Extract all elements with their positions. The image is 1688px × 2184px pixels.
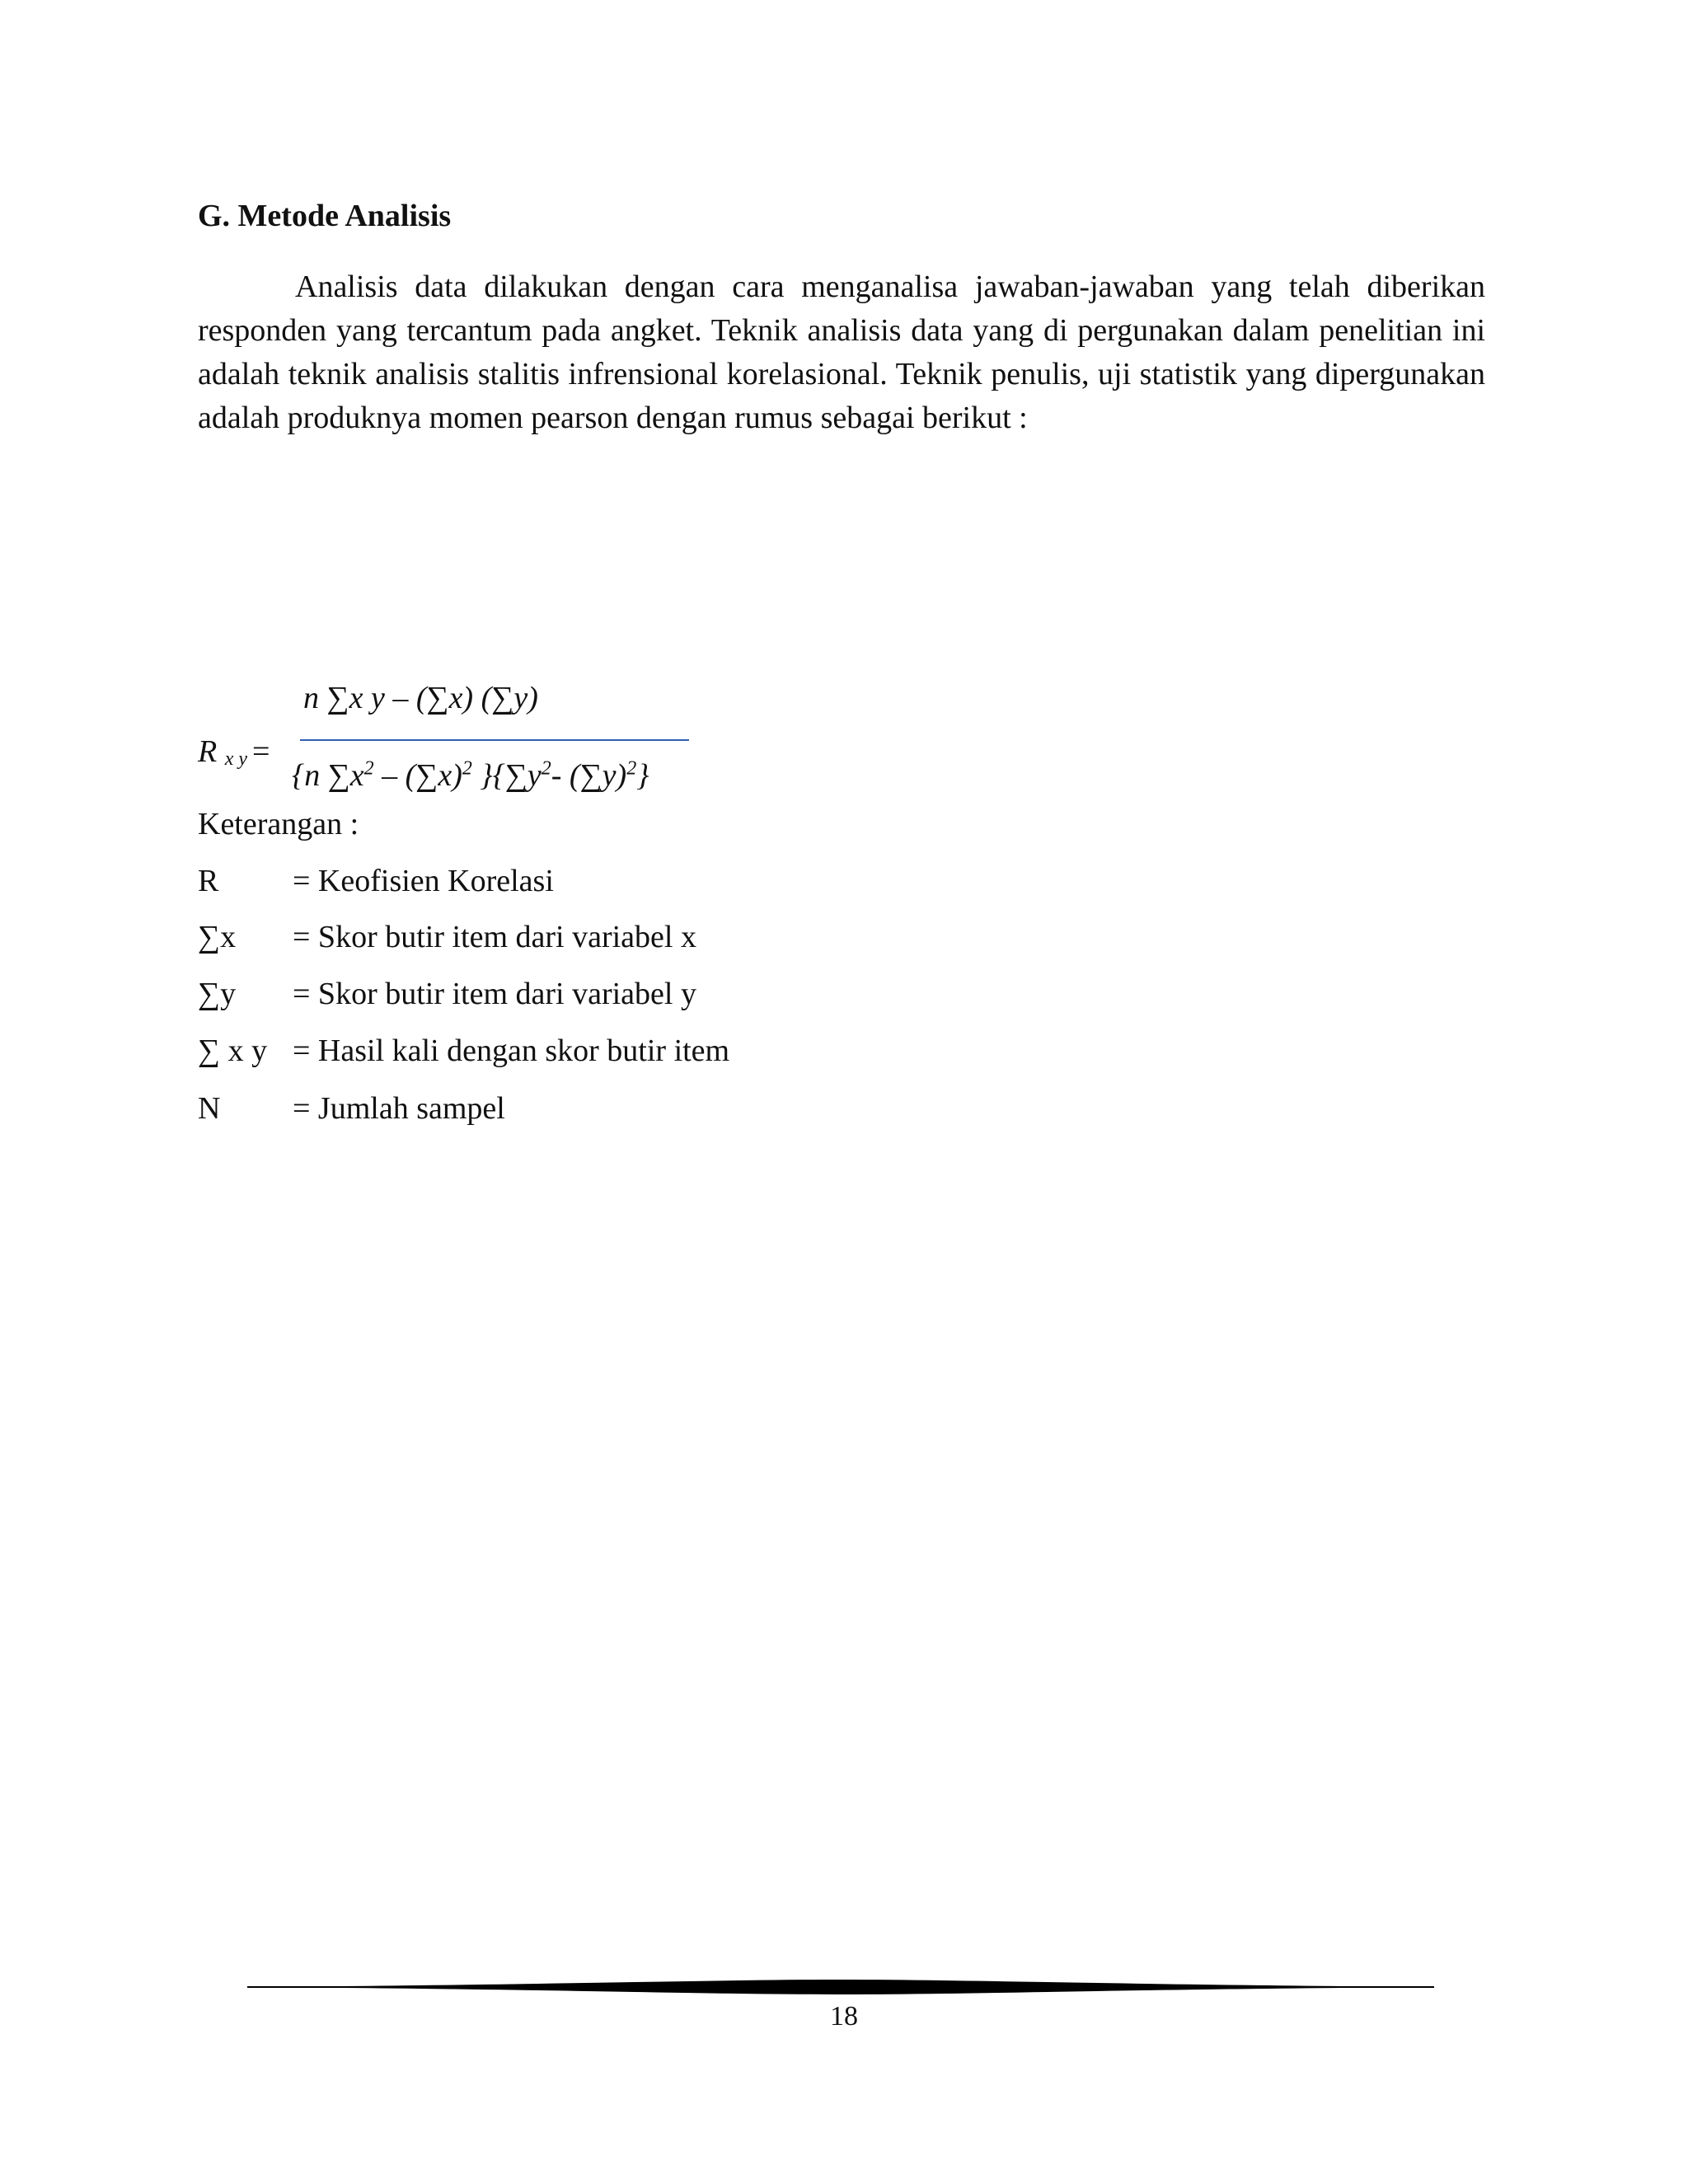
legend-symbol: ∑ x y [198,1033,268,1068]
legend-row-sum-xy [198,1033,729,1069]
keterangan-title: Keterangan : [198,807,359,841]
denominator-part-1: {n ∑x [292,758,364,793]
pearson-formula [198,680,775,812]
formula-denominator [292,757,649,794]
legend-row-sum-y [198,976,696,1012]
formula-numerator: n ∑x y – (∑x) (∑y) [303,681,538,715]
denominator-exponent-1: 2 [363,757,374,780]
legend-description: = Hasil kali dengan skor butir item [293,1033,730,1068]
denominator-exponent-3: 2 [541,757,551,780]
legend-description: = Skor butir item dari variabel y [293,977,696,1011]
footer-divider [247,1978,1434,1996]
page-number: 18 [830,2001,858,2032]
denominator-part-2: – (∑x) [373,758,462,793]
section-heading: G. Metode Analisis [198,199,452,233]
body-paragraph: Analisis data dilakukan dengan cara menganalisa jawaban-jawaban yang telah diberikan responden yang tercantum pada angket. Teknik analisis data yang di pergunakan dalam penelitian ini adalah teknik analisis stalitis infrensional korelasional. Teknik penulis, uji statistik yang dipergunakan adalah produknya momen pearson dengan rumus sebagai berikut : [198,269,1485,435]
formula-lhs-subscript: x y [224,748,248,770]
denominator-exponent-4: 2 [626,757,637,780]
denominator-part-5: } [636,758,649,793]
legend-symbol: ∑y [198,977,237,1011]
legend-row-r [198,863,554,899]
legend-row-sum-x [198,919,696,955]
legend-symbol: ∑x [198,920,237,954]
legend-description: = Jumlah sampel [293,1091,505,1126]
legend-symbol: R [198,864,219,898]
formula-equals: = [252,734,270,769]
denominator-exponent-2: 2 [462,757,472,780]
legend-description: = Keofisien Korelasi [293,864,554,898]
denominator-part-4: - (∑y) [551,758,627,793]
legend-description: = Skor butir item dari variabel x [293,920,696,954]
denominator-part-3: }{∑y [471,758,542,793]
formula-lhs-symbol: R [198,734,218,769]
fraction-bar [300,739,689,741]
formula-lhs [198,733,270,771]
legend-symbol: N [198,1091,221,1126]
legend-row-n [198,1090,505,1127]
